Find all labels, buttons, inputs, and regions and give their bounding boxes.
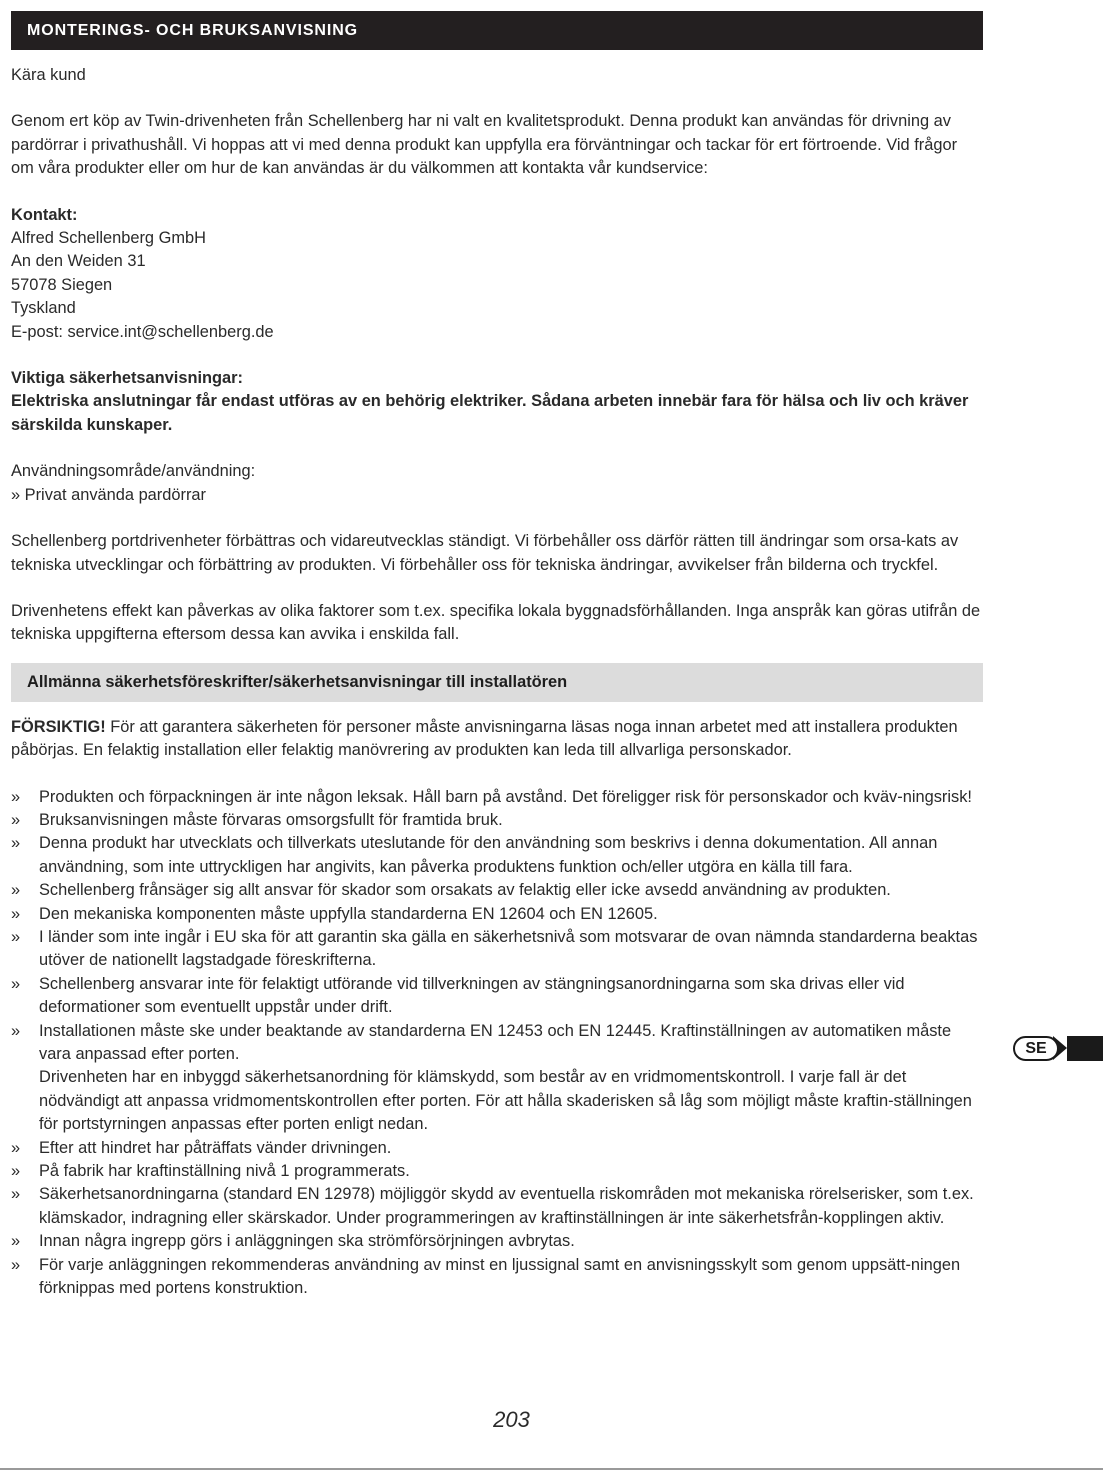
bullet-marker: » <box>11 834 21 853</box>
section-title: Allmänna säkerhetsföreskrifter/säkerhetsanvisningar till installatören <box>27 672 568 691</box>
usage-block <box>11 460 983 507</box>
bullet-marker: » <box>11 881 21 900</box>
contact-country: Tyskland <box>11 299 76 318</box>
list-item <box>11 1254 983 1301</box>
contact-company: Alfred Schellenberg GmbH <box>11 229 206 248</box>
language-tab-label: SE <box>1013 1036 1059 1061</box>
list-item-continuation: Drivenheten har en inbyggd säkerhetsanordning för klämskydd, som består av en vridmomentskontroll. I varje fall är det nödvändigt att anpassa vridmomentskontrollen efter porten. För att hålla skaderisken så låg som möjligt måste kraftin-ställningen för portstyrningen anpassas efter porten enligt nedan. <box>39 1068 972 1134</box>
page-number: 203 <box>493 1407 530 1432</box>
list-item-text: På fabrik har kraftinställning nivå 1 programmerats. <box>39 1162 410 1181</box>
footer-divider <box>0 1468 1103 1470</box>
list-item-text: Efter att hindret har påträffats vänder drivningen. <box>39 1138 392 1157</box>
document-title: MONTERINGS- OCH BRUKSANVISNING <box>27 21 359 39</box>
list-item-text: I länder som inte ingår i EU ska för att garantin ska gälla en säkerhetsnivå som motsvarar de ovan nämnda standarderna beaktas utöver de nationellt lagstadgade föreskrifterna. <box>39 927 978 970</box>
page-content <box>11 11 983 1300</box>
bullet-marker: » <box>11 1138 21 1157</box>
list-item-text: Schellenberg ansvarar inte för felaktigt utförande vid tillverkningen av stängningsanordningarna som ska drivas eller vid deformationer som eventuellt uppstår under drift. <box>39 974 905 1017</box>
list-item <box>11 1020 983 1137</box>
list-item <box>11 1183 983 1230</box>
bullet-marker: » <box>11 1255 21 1274</box>
bullet-marker: » <box>11 974 21 993</box>
section-heading-bar <box>11 663 983 702</box>
effect-paragraph: Drivenhetens effekt kan påverkas av olika faktorer som t.ex. specifika lokala byggnadsförhållanden. Inga anspråk kan göras utifrån de tekniska uppgifterna eftersom dessa kan avvika i enskilda fall. <box>11 601 981 644</box>
list-item <box>11 973 983 1020</box>
document-title-bar <box>11 11 983 50</box>
list-item <box>11 786 983 809</box>
list-item <box>11 1137 983 1160</box>
language-tab <box>1013 1036 1103 1061</box>
intro-paragraph: Genom ert köp av Twin-drivenheten från Schellenberg har ni valt en kvalitetsprodukt. Denna produkt kan användas för drivning av pardörrar i privathushåll. Vi hoppas att vi med denna produkt kan uppfylla era förväntningar och tackar för ert förtroende. Vid frågor om våra produkter eller om hur de kan användas är du välkommen att kontakta vår kundservice: <box>11 112 958 178</box>
warning-text: För att garantera säkerheten för personer måste anvisningarna läsas noga innan arbetet med att installera produkten påbörjas. En felaktig installation eller felaktig manövrering av produkten kan leda till allvarliga personskador. <box>11 717 958 760</box>
bullet-marker: » <box>11 787 21 806</box>
list-item-text: Innan några ingrepp görs i anläggningen ska strömförsörjningen avbrytas. <box>39 1232 575 1251</box>
list-item-text: För varje anläggningen rekommenderas användning av minst en ljussignal samt en anvisningsskylt som genom uppsätt-ningen förknippas med portens konstruktion. <box>39 1255 961 1298</box>
list-item-text: Schellenberg frånsäger sig allt ansvar för skador som orsakats av felaktig eller icke avsedd användning av produkten. <box>39 881 891 900</box>
list-item <box>11 809 983 832</box>
list-item-text: Produkten och förpackningen är inte någon leksak. Håll barn på avstånd. Det föreligger risk för personskador och kväv-ningsrisk! <box>39 787 972 806</box>
bullet-marker: » <box>11 1021 21 1040</box>
safety-text: Elektriska anslutningar får endast utföras av en behörig elektriker. Sådana arbeten innebär fara för hälsa och liv och kräver särskilda kunskaper. <box>11 392 969 434</box>
bullet-marker: » <box>11 1185 21 1204</box>
contact-email: E-post: service.int@schellenberg.de <box>11 322 274 341</box>
list-item <box>11 903 983 926</box>
list-item-text: Installationen måste ske under beaktande av standarderna EN 12453 och EN 12445. Kraftinställningen av automatiken måste vara anpassad efter porten. <box>39 1021 952 1063</box>
contact-heading: Kontakt: <box>11 205 78 224</box>
contact-block <box>11 204 983 344</box>
list-item <box>11 832 983 879</box>
usage-item: » Privat använda pardörrar <box>11 485 206 504</box>
bullet-marker: » <box>11 927 21 946</box>
bullet-marker: » <box>11 904 21 923</box>
warning-label: FÖRSIKTIG! <box>11 717 106 736</box>
list-item-text: Denna produkt har utvecklats och tillverkats uteslutande för den användning som beskrivs i denna dokumentation. All annan användning, som inte uttryckligen har angivits, kan påverka produktens funktion och/eller utgöra en källa till fara. <box>39 834 938 876</box>
list-item-text: Bruksanvisningen måste förvaras omsorgsfullt för framtida bruk. <box>39 810 503 829</box>
language-tab-marker <box>1067 1036 1103 1061</box>
list-item <box>11 879 983 902</box>
list-item-text: Den mekaniska komponenten måste uppfylla standarderna EN 12604 och EN 12605. <box>39 904 658 923</box>
bullet-marker: » <box>11 1162 21 1181</box>
list-item <box>11 1230 983 1253</box>
warning-paragraph <box>11 716 983 763</box>
development-paragraph: Schellenberg portdrivenheter förbättras och vidareutvecklas ständigt. Vi förbehåller oss därför rätten till ändringar som orsa-kats av tekniska utvecklingar och förbättring av produkten. Vi förbehåller oss för tekniska ändringar, avvikelser från bilderna och tryckfel. <box>11 532 959 574</box>
safety-bullet-list <box>11 786 983 1301</box>
usage-heading: Användningsområde/användning: <box>11 462 256 481</box>
safety-block <box>11 367 983 437</box>
safety-heading: Viktiga säkerhetsanvisningar: <box>11 369 243 388</box>
bullet-marker: » <box>11 810 21 829</box>
contact-city: 57078 Siegen <box>11 275 113 294</box>
list-item <box>11 926 983 973</box>
greeting: Kära kund <box>11 66 86 84</box>
contact-street: An den Weiden 31 <box>11 252 146 271</box>
bullet-marker: » <box>11 1232 21 1251</box>
list-item-text: Säkerhetsanordningarna (standard EN 12978) möjliggör skydd av eventuella riskområden mot mekaniska rörelserisker, som t.ex. klämskador, indragning eller skärskador. Under programmeringen av kraftinställningen är inte säkerhetsfrån-kopplingen aktiv. <box>39 1185 974 1227</box>
list-item <box>11 1160 983 1183</box>
